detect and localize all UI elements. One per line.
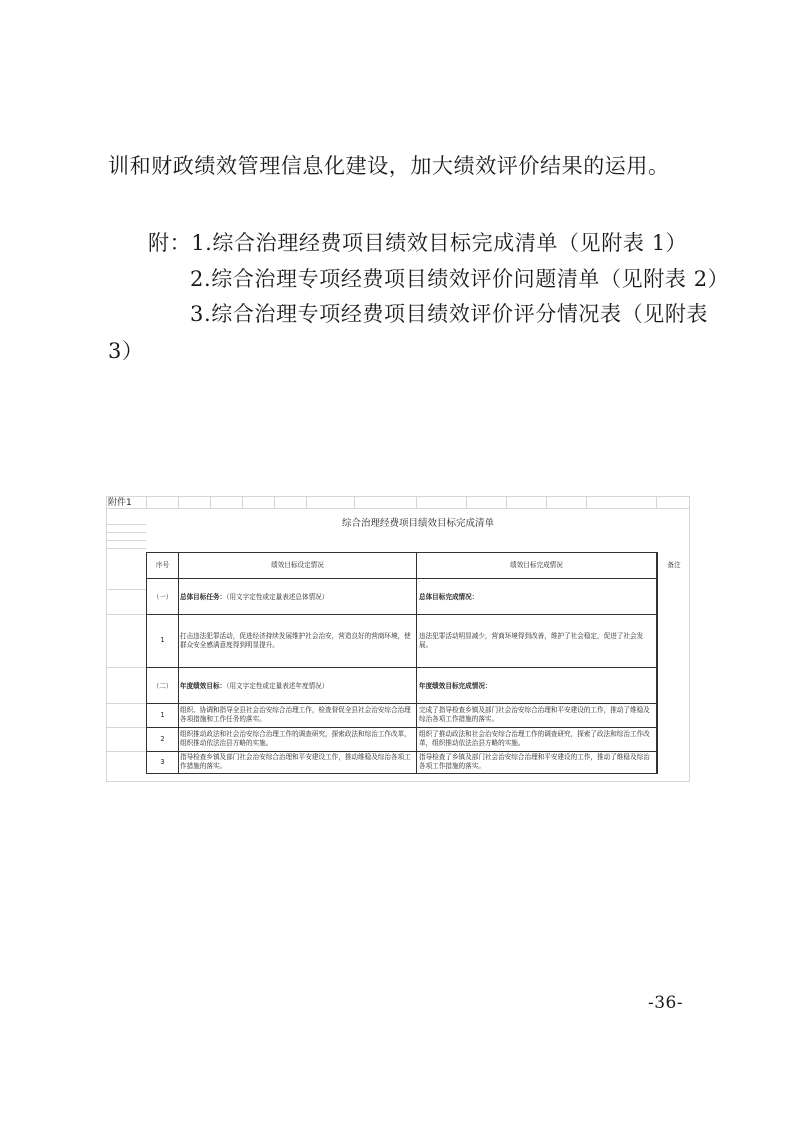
completion-text: 组织了推动政法和社会治安综合治理工作的调查研究，探索了政法和综治工作改革，组织推动依法治县方略的实施。: [419, 730, 650, 747]
header-target: 绩效目标设定情况: [271, 561, 324, 569]
overall-target-cell: [180, 593, 414, 602]
table-title: 综合治理经费项目绩效目标完成清单: [341, 518, 494, 529]
completion-list-table: [106, 496, 690, 782]
annual-target-note: （用文字定性或定量表述年度情况）: [226, 682, 329, 690]
row-seq: 2: [160, 735, 165, 743]
attachment-line-1: 附：1.综合治理经费项目绩效目标完成清单（见附表 1）: [148, 231, 688, 255]
header-remark: 备注: [667, 561, 681, 569]
header-completion: 绩效目标完成情况: [510, 561, 563, 569]
attachment-label: 附件1: [108, 498, 132, 508]
annual-completion-label: 年度绩效目标完成情况：: [419, 682, 492, 690]
row-seq: 1: [160, 711, 165, 719]
overall-target-label: 总体目标任务：: [180, 593, 227, 601]
target-text: 指导检查乡镇及部门社会治安综合治理和平安建设工作，推动维稳及综治各项工作措施的落实。: [180, 753, 411, 770]
row-seq: 3: [160, 758, 165, 766]
annual-target-cell: [180, 682, 414, 691]
body-paragraph: 训和财政绩效管理信息化建设，加大绩效评价结果的运用。: [108, 154, 670, 178]
completion-text: 指导检查了乡镇及部门社会治安综合治理和平安建设的工作，推动了维稳及综治各项工作措施的落实。: [419, 753, 650, 770]
attachment-line-3-continued: 3）: [108, 339, 144, 363]
attachment-line-3: 3.综合治理专项经费项目绩效评价评分情况表（见附表: [190, 302, 709, 326]
overall-completion-label: 总体目标完成情况：: [419, 593, 479, 601]
overall-target-note: （用文字定性或定量表述总体情况）: [226, 593, 329, 601]
header-seq: 序号: [155, 561, 170, 569]
target-text: 打击违法犯罪活动，促进经济持续发展维护社会治安，营造良好的营商环境，使群众安全感满意度得到明显提升。: [180, 632, 411, 649]
row-seq: （二）: [152, 682, 173, 690]
target-text: 组织推动政法和社会治安综合治理工作的调查研究，探索政法和综治工作改革，组织推动依法治县方略的实施。: [180, 730, 411, 747]
page-number: -36-: [648, 993, 684, 1013]
target-text: 组织、协调和指导全县社会治安综合治理工作，检查督促全县社会治安综合治理各项措施和工作任务的落实。: [180, 706, 411, 723]
row-seq: （一）: [152, 593, 173, 601]
attachment-line-2: 2.综合治理专项经费项目绩效评价问题清单（见附表 2）: [190, 267, 730, 291]
completion-text: 完成了指导检查乡镇及部门社会治安综合治理和平安建设的工作，推动了维稳及综治各项工作措施的落实。: [419, 706, 650, 723]
annual-target-label: 年度绩效目标：: [180, 682, 227, 690]
completion-text: 违法犯罪活动明显减少，营商环境得到改善，维护了社会稳定，促进了社会发展。: [419, 632, 644, 649]
row-seq: 1: [160, 636, 165, 644]
